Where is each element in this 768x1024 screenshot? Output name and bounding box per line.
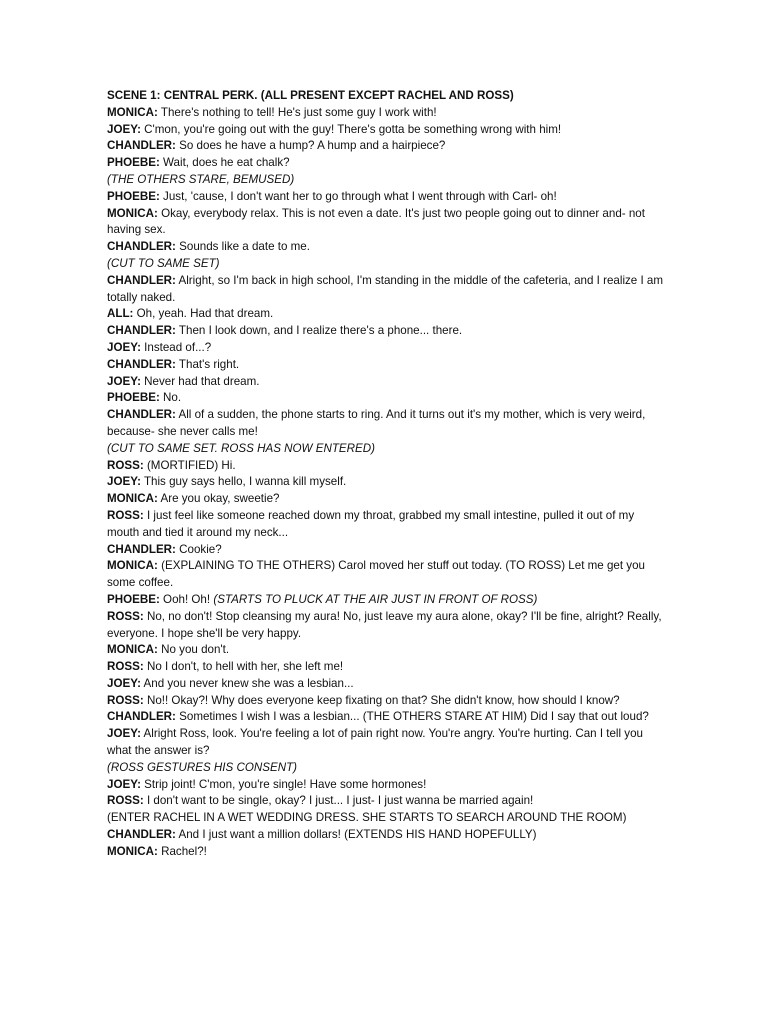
dialogue-text: Strip joint! C'mon, you're single! Have some hormones! xyxy=(140,777,427,791)
dialogue-line xyxy=(107,793,667,810)
speaker-name: ROSS: xyxy=(107,794,144,808)
speaker-name: JOEY: xyxy=(107,374,141,388)
dialogue-line xyxy=(107,306,667,323)
dialogue-line xyxy=(107,659,667,676)
dialogue-text: Just, 'cause, I don't want her to go through what I went through with Carl- oh! xyxy=(159,189,557,203)
dialogue-line xyxy=(107,726,667,760)
speaker-name: MONICA: xyxy=(107,206,158,220)
dialogue-line xyxy=(107,693,667,710)
dialogue-text: Cookie? xyxy=(175,542,222,556)
scene-heading: SCENE 1: CENTRAL PERK. (ALL PRESENT EXCEPT RACHEL AND ROSS) xyxy=(107,89,514,102)
script-lines xyxy=(107,105,667,861)
stage-direction: (CUT TO SAME SET. ROSS HAS NOW ENTERED) xyxy=(107,441,375,455)
speaker-name: MONICA: xyxy=(107,105,158,119)
dialogue-line xyxy=(107,709,667,726)
stage-direction-plain: (ENTER RACHEL IN A WET WEDDING DRESS. SHE STARTS TO SEARCH AROUND THE ROOM) xyxy=(107,811,627,825)
speaker-name: ROSS: xyxy=(107,693,144,707)
dialogue-line xyxy=(107,592,667,609)
speaker-name: ROSS: xyxy=(107,508,144,522)
speaker-name: ROSS: xyxy=(107,609,144,623)
stage-direction: (STARTS TO PLUCK AT THE AIR JUST IN FRONT OF ROSS) xyxy=(213,592,538,606)
script-page xyxy=(107,88,667,861)
dialogue-line xyxy=(107,239,667,256)
speaker-name: PHOEBE: xyxy=(107,189,160,203)
speaker-name: JOEY: xyxy=(107,777,141,791)
speaker-name: ALL: xyxy=(107,307,134,321)
dialogue-line xyxy=(107,340,667,357)
dialogue-line xyxy=(107,558,667,592)
speaker-name: MONICA: xyxy=(107,844,158,858)
speaker-name: JOEY: xyxy=(107,122,141,136)
dialogue-text: Instead of...? xyxy=(140,340,212,354)
dialogue-line xyxy=(107,542,667,559)
dialogue-text: C'mon, you're going out with the guy! There's gotta be something wrong with him! xyxy=(140,122,562,136)
speaker-name: CHANDLER: xyxy=(107,324,176,338)
dialogue-line xyxy=(107,105,667,122)
speaker-name: MONICA: xyxy=(107,643,158,657)
dialogue-text: Ooh! Oh! xyxy=(159,592,214,606)
stage-direction: (ROSS GESTURES HIS CONSENT) xyxy=(107,760,298,774)
dialogue-text: Alright, so I'm back in high school, I'm standing in the middle of the cafeteria, and I realize I am totally naked. xyxy=(107,273,667,304)
dialogue-text: No you don't. xyxy=(157,643,230,657)
dialogue-line xyxy=(107,491,667,508)
dialogue-line xyxy=(107,844,667,861)
dialogue-line xyxy=(107,357,667,374)
dialogue-text: Oh, yeah. Had that dream. xyxy=(133,307,274,321)
dialogue-text: No!! Okay?! Why does everyone keep fixating on that? She didn't know, how should I know? xyxy=(143,693,620,707)
speaker-name: MONICA: xyxy=(107,492,158,506)
dialogue-text: I just feel like someone reached down my throat, grabbed my small intestine, pulled it out of my mouth and tied it around my neck... xyxy=(107,508,638,539)
dialogue-text: Then I look down, and I realize there's a phone... there. xyxy=(175,324,463,338)
speaker-name: PHOEBE: xyxy=(107,156,160,170)
speaker-name: JOEY: xyxy=(107,727,141,741)
speaker-name: JOEY: xyxy=(107,475,141,489)
dialogue-line xyxy=(107,827,667,844)
stage-direction: (CUT TO SAME SET) xyxy=(107,256,220,270)
speaker-name: CHANDLER: xyxy=(107,828,176,842)
speaker-name: MONICA: xyxy=(107,559,158,573)
dialogue-text: (EXPLAINING TO THE OTHERS) Carol moved her stuff out today. (TO ROSS) Let me get you some coffee. xyxy=(107,559,649,590)
speaker-name: CHANDLER: xyxy=(107,139,176,153)
dialogue-line xyxy=(107,122,667,139)
dialogue-line xyxy=(107,508,667,542)
dialogue-text: Are you okay, sweetie? xyxy=(157,492,280,506)
speaker-name: CHANDLER: xyxy=(107,710,176,724)
speaker-name: CHANDLER: xyxy=(107,408,176,422)
speaker-name: ROSS: xyxy=(107,458,144,472)
dialogue-line xyxy=(107,189,667,206)
dialogue-text: I don't want to be single, okay? I just... I just- I just wanna be married again! xyxy=(143,794,534,808)
speaker-name: PHOEBE: xyxy=(107,391,160,405)
dialogue-line xyxy=(107,407,667,441)
dialogue-text: No. xyxy=(159,391,182,405)
dialogue-line xyxy=(107,676,667,693)
dialogue-text: Sometimes I wish I was a lesbian... (THE OTHERS STARE AT HIM) Did I say that out loud? xyxy=(175,710,649,724)
dialogue-text: Wait, does he eat chalk? xyxy=(159,156,290,170)
dialogue-text: There's nothing to tell! He's just some guy I work with! xyxy=(157,105,437,119)
dialogue-text: Alright Ross, look. You're feeling a lot of pain right now. You're angry. You're hurting. Can I tell you what the answer is? xyxy=(107,727,647,758)
speaker-name: CHANDLER: xyxy=(107,542,176,556)
dialogue-text: And you never knew she was a lesbian... xyxy=(140,676,354,690)
dialogue-line xyxy=(107,374,667,391)
speaker-name: JOEY: xyxy=(107,340,141,354)
dialogue-text: Okay, everybody relax. This is not even a date. It's just two people going out to dinner and- not having sex. xyxy=(107,206,649,237)
dialogue-line xyxy=(107,609,667,643)
dialogue-line xyxy=(107,155,667,172)
dialogue-line xyxy=(107,642,667,659)
dialogue-line xyxy=(107,474,667,491)
speaker-name: CHANDLER: xyxy=(107,357,176,371)
dialogue-line xyxy=(107,390,667,407)
dialogue-text: Rachel?! xyxy=(157,844,207,858)
dialogue-text: And I just want a million dollars! (EXTENDS HIS HAND HOPEFULLY) xyxy=(175,828,537,842)
dialogue-text: (MORTIFIED) Hi. xyxy=(143,458,236,472)
stage-direction: (THE OTHERS STARE, BEMUSED) xyxy=(107,172,295,186)
dialogue-line xyxy=(107,138,667,155)
dialogue-text: No I don't, to hell with her, she left me! xyxy=(143,660,344,674)
speaker-name: CHANDLER: xyxy=(107,240,176,254)
speaker-name: JOEY: xyxy=(107,676,141,690)
dialogue-text: Never had that dream. xyxy=(140,374,260,388)
speaker-name: PHOEBE: xyxy=(107,592,160,606)
dialogue-text: This guy says hello, I wanna kill myself. xyxy=(140,475,347,489)
speaker-name: ROSS: xyxy=(107,660,144,674)
dialogue-text: No, no don't! Stop cleansing my aura! No, just leave my aura alone, okay? I'll be fine, alright? Really, everyone. I hope she'll be very happy. xyxy=(107,609,665,640)
dialogue-line xyxy=(107,323,667,340)
dialogue-text: So does he have a hump? A hump and a hairpiece? xyxy=(175,139,446,153)
dialogue-line xyxy=(107,458,667,475)
dialogue-line xyxy=(107,777,667,794)
dialogue-text: All of a sudden, the phone starts to ring. And it turns out it's my mother, which is very weird, because- she never calls me! xyxy=(107,408,649,438)
dialogue-text: Sounds like a date to me. xyxy=(175,240,310,254)
dialogue-text: That's right. xyxy=(175,357,240,371)
dialogue-line xyxy=(107,206,667,240)
dialogue-line xyxy=(107,273,667,307)
speaker-name: CHANDLER: xyxy=(107,273,176,287)
